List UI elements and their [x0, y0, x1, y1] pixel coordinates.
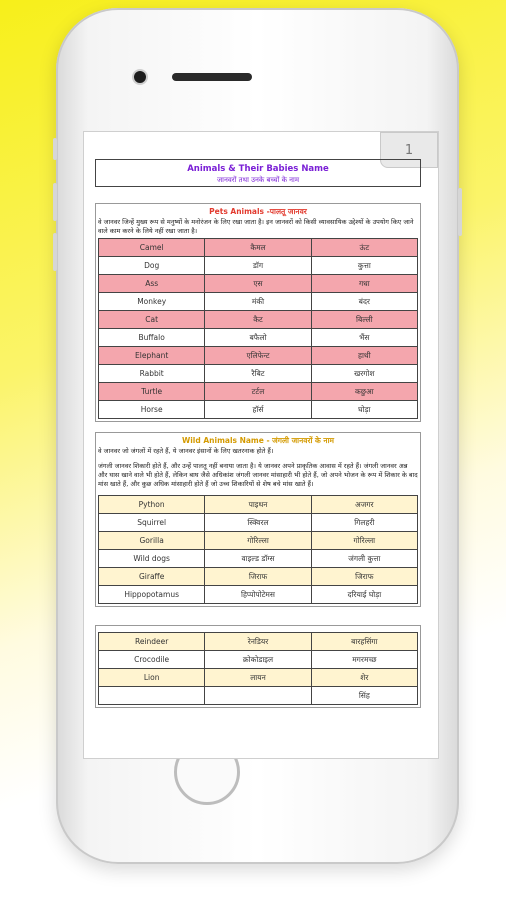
table-row: [99, 687, 418, 705]
pronunciation-cell: वाइल्ड डॉग्स: [205, 550, 311, 568]
english-name-cell: Ass: [99, 275, 205, 293]
pronunciation-cell: कैट: [205, 311, 311, 329]
wild-section: [95, 432, 421, 607]
page-number-badge: 1: [380, 132, 438, 168]
wild-table: [98, 495, 418, 604]
table-row: [99, 532, 418, 550]
table-row: [99, 239, 418, 257]
english-name-cell: Camel: [99, 239, 205, 257]
volume-down-button: [53, 233, 57, 271]
hindi-name-cell: भैंस: [311, 329, 417, 347]
table-row: [99, 651, 418, 669]
speaker-grille: [172, 73, 252, 81]
pronunciation-cell: स्क्विरल: [205, 514, 311, 532]
hindi-name-cell: सिंह: [311, 687, 417, 705]
english-name-cell: Squirrel: [99, 514, 205, 532]
english-name-cell: Monkey: [99, 293, 205, 311]
more-table: [98, 632, 418, 705]
pronunciation-cell: रेनडियर: [205, 633, 311, 651]
english-name-cell: Python: [99, 496, 205, 514]
hindi-name-cell: अजगर: [311, 496, 417, 514]
pronunciation-cell: रैबिट: [205, 365, 311, 383]
hindi-name-cell: कुत्ता: [311, 257, 417, 275]
english-name-cell: Rabbit: [99, 365, 205, 383]
hindi-name-cell: गधा: [311, 275, 417, 293]
hindi-name-cell: शेर: [311, 669, 417, 687]
table-row: [99, 586, 418, 604]
pronunciation-cell: हिप्पोपोटेमस: [205, 586, 311, 604]
english-name-cell: Wild dogs: [99, 550, 205, 568]
table-row: [99, 275, 418, 293]
document-page: [95, 159, 421, 708]
table-row: [99, 293, 418, 311]
pronunciation-cell: टर्टल: [205, 383, 311, 401]
pets-section-title: Pets Animals -पालतू जानवर: [209, 207, 307, 216]
table-row: [99, 383, 418, 401]
hindi-name-cell: बंदर: [311, 293, 417, 311]
hindi-name-cell: जिराफ: [311, 568, 417, 586]
table-row: [99, 257, 418, 275]
english-name-cell: Giraffe: [99, 568, 205, 586]
english-name-cell: Crocodile: [99, 651, 205, 669]
hindi-name-cell: बिल्ली: [311, 311, 417, 329]
hindi-name-cell: कछुआ: [311, 383, 417, 401]
hindi-name-cell: दरियाई घोड़ा: [311, 586, 417, 604]
mute-switch: [53, 138, 57, 160]
english-name-cell: Buffalo: [99, 329, 205, 347]
power-button: [458, 188, 462, 236]
table-row: [99, 550, 418, 568]
document-title-box: [95, 159, 421, 187]
pets-table: [98, 238, 418, 419]
english-name-cell: Elephant: [99, 347, 205, 365]
table-row: [99, 496, 418, 514]
english-name-cell: Dog: [99, 257, 205, 275]
table-row: [99, 311, 418, 329]
table-row: [99, 365, 418, 383]
english-name-cell: Hippopotamus: [99, 586, 205, 604]
pets-section: [95, 203, 421, 422]
english-name-cell: Gorilla: [99, 532, 205, 550]
hindi-name-cell: जंगली कुत्ता: [311, 550, 417, 568]
pronunciation-cell: बफैलो: [205, 329, 311, 347]
hindi-name-cell: हाथी: [311, 347, 417, 365]
wild-para-1: वे जानवर जो जंगलों में रहते हैं, ये जानवर इंसानों के लिए खतरनाक होते हैं।: [98, 447, 274, 455]
pronunciation-cell: [205, 687, 311, 705]
pronunciation-cell: गोरिल्ला: [205, 532, 311, 550]
pronunciation-cell: डॉग: [205, 257, 311, 275]
pronunciation-cell: लायन: [205, 669, 311, 687]
table-row: [99, 401, 418, 419]
front-camera-icon: [134, 71, 146, 83]
pronunciation-cell: एलिफेन्ट: [205, 347, 311, 365]
table-row: [99, 568, 418, 586]
pronunciation-cell: मंकी: [205, 293, 311, 311]
english-name-cell: Lion: [99, 669, 205, 687]
hindi-name-cell: गिलहरी: [311, 514, 417, 532]
table-row: [99, 633, 418, 651]
pronunciation-cell: एस: [205, 275, 311, 293]
english-name-cell: Horse: [99, 401, 205, 419]
table-row: [99, 329, 418, 347]
hindi-name-cell: खरगोश: [311, 365, 417, 383]
more-section: [95, 625, 421, 708]
english-name-cell: Turtle: [99, 383, 205, 401]
pronunciation-cell: क्रोकोडाइल: [205, 651, 311, 669]
english-name-cell: Cat: [99, 311, 205, 329]
document-title-hindi: जानवरों तथा उनके बच्चों के नाम: [216, 176, 300, 184]
wild-section-title: Wild Animals Name - जंगली जानवरों के नाम: [181, 436, 335, 445]
table-row: [99, 347, 418, 365]
english-name-cell: [99, 687, 205, 705]
hindi-name-cell: गोरिल्ला: [311, 532, 417, 550]
hindi-name-cell: ऊंट: [311, 239, 417, 257]
wild-para-2: जंगली जानवर शिकारी होते हैं, और उन्हें पालतू नहीं बनाया जाता है। ये जानवर अपने प्राकृतिक आवास में रहते हैं। जंगली जानवर अन्न और घास खाने वाले भी होते हैं, लेकिन बाघ जैसे अधिकांश जंगली जानवर मांसाहारी भी होते हैं, जो अपने भोजन के रूप में शिकार के बाद मांस खाते हैं, और कुछ अधिक मांसाहारी होते हैं जो उच्च शिकारियों से शेष बचे मांस खाते हैं।: [98, 462, 418, 488]
table-row: [99, 669, 418, 687]
table-row: [99, 514, 418, 532]
hindi-name-cell: घोड़ा: [311, 401, 417, 419]
pronunciation-cell: कैमल: [205, 239, 311, 257]
hindi-name-cell: मगरमच्छ: [311, 651, 417, 669]
pets-intro: वे जानवर जिन्हें मुख्य रूप से मनुष्यों के मनोरंजन के लिए रखा जाता है। इन जानवरों को किसी व्यावसायिक उद्देश्यों के उपयोग किए जाने वाले काम करने के लिये नहीं रखा जाता है।: [98, 218, 414, 235]
pronunciation-cell: जिराफ: [205, 568, 311, 586]
volume-up-button: [53, 183, 57, 221]
hindi-name-cell: बारहसिंगा: [311, 633, 417, 651]
document-title-english: Animals & Their Babies Name: [187, 164, 329, 174]
english-name-cell: Reindeer: [99, 633, 205, 651]
pronunciation-cell: पाइथन: [205, 496, 311, 514]
pronunciation-cell: हॉर्स: [205, 401, 311, 419]
app-screen[interactable]: [83, 131, 439, 759]
